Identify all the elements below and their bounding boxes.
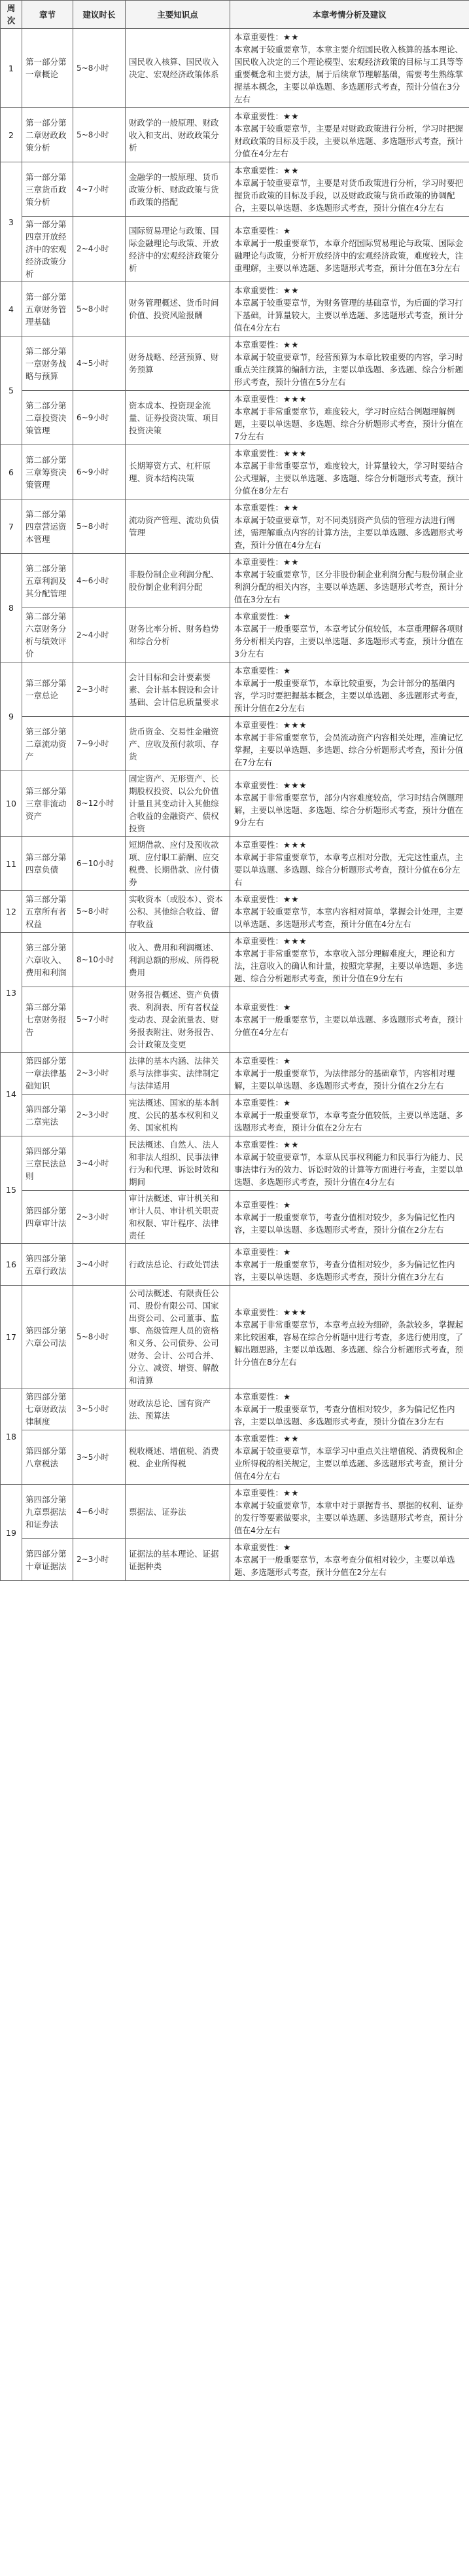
chapter-cell: 第四部分第七章财政法律制度 xyxy=(22,1388,73,1430)
importance-label: 本章重要性： xyxy=(234,840,284,850)
header-key-points: 主要知识点 xyxy=(126,1,230,29)
analysis-cell xyxy=(230,1053,469,1095)
importance-line xyxy=(234,225,465,237)
chapter-cell: 第二部分第六章财务分析与绩效评价 xyxy=(22,608,73,662)
duration-cell: 8~10小时 xyxy=(73,933,126,987)
header-row xyxy=(1,1,469,29)
analysis-cell xyxy=(230,1136,469,1191)
importance-line xyxy=(234,1199,465,1211)
key-points-cell: 财务报告概述、资产负债表、利润表、所有者权益变动表、现金流量表、财务报表附注、财务报告、会计政策及变更 xyxy=(126,987,230,1053)
duration-cell: 8~12小时 xyxy=(73,771,126,837)
chapter-cell: 第四部分第二章宪法 xyxy=(22,1095,73,1136)
table-row xyxy=(1,282,469,336)
table-row xyxy=(1,1053,469,1095)
analysis-cell xyxy=(230,217,469,282)
chapter-cell: 第一部分第三章货币政策分析 xyxy=(22,162,73,217)
table-row xyxy=(1,1388,469,1430)
importance-line xyxy=(234,935,465,947)
chapter-cell: 第四部分第一章法律基础知识 xyxy=(22,1053,73,1095)
chapter-cell: 第三部分第五章所有者权益 xyxy=(22,891,73,933)
key-points-cell: 税收概述、增值税、消费税、企业所得税 xyxy=(126,1430,230,1485)
week-cell: 1 xyxy=(1,29,22,108)
duration-cell: 2~3小时 xyxy=(73,1539,126,1581)
table-row xyxy=(1,1430,469,1485)
importance-stars: ★★★ xyxy=(283,936,307,946)
importance-stars: ★ xyxy=(283,1199,292,1210)
importance-stars: ★ xyxy=(283,1002,292,1012)
analysis-text: 本章属于较重要章节，本章学习中重点关注增值税、消费税和企业所得税的相关规定，主要以单选题、多选题形式考查，预计分值在4分左右 xyxy=(234,1446,464,1481)
week-cell: 9 xyxy=(1,662,22,771)
chapter-cell: 第四部分第四章审计法 xyxy=(22,1191,73,1244)
importance-label: 本章重要性： xyxy=(234,1542,284,1552)
importance-stars: ★ xyxy=(283,1542,292,1552)
chapter-cell: 第四部分第三章民法总则 xyxy=(22,1136,73,1191)
table-row xyxy=(1,771,469,837)
importance-label: 本章重要性： xyxy=(234,1002,284,1012)
importance-label: 本章重要性： xyxy=(234,1434,284,1443)
importance-line xyxy=(234,610,465,623)
importance-label: 本章重要性： xyxy=(234,503,284,513)
importance-label: 本章重要性： xyxy=(234,780,284,790)
analysis-cell xyxy=(230,1388,469,1430)
chapter-cell: 第四部分第八章税法 xyxy=(22,1430,73,1485)
importance-stars: ★★ xyxy=(283,285,300,295)
key-points-cell: 法律的基本内涵、法律关系与法律事实、法律制定与法律适用 xyxy=(126,1053,230,1095)
importance-stars: ★★ xyxy=(283,340,300,350)
analysis-cell xyxy=(230,608,469,662)
chapter-cell: 第四部分第十章证据法 xyxy=(22,1539,73,1581)
chapter-cell: 第一部分第五章财务管理基础 xyxy=(22,282,73,336)
importance-label: 本章重要性： xyxy=(234,166,284,175)
table-row xyxy=(1,1191,469,1244)
key-points-cell: 行政法总论、行政处罚法 xyxy=(126,1244,230,1286)
importance-line xyxy=(234,447,465,460)
chapter-cell: 第三部分第六章收入、费用和利润 xyxy=(22,933,73,987)
table-row xyxy=(1,217,469,282)
importance-label: 本章重要性： xyxy=(234,1392,284,1402)
analysis-text: 本章属于较重要章节，本章从民事权利能力和民事行为能力、民事法律行为的效力、诉讼时效的计算等方面进行考查，主要以单选题、多选题形式考查，预计分值在4分左右 xyxy=(234,1152,464,1187)
analysis-cell xyxy=(230,1539,469,1581)
key-points-cell: 财务战略、经营预算、财务预算 xyxy=(126,336,230,391)
importance-label: 本章重要性： xyxy=(234,666,284,676)
importance-label: 本章重要性： xyxy=(234,557,284,567)
chapter-cell: 第二部分第一章财务战略与预算 xyxy=(22,336,73,391)
chapter-cell: 第三部分第一章总论 xyxy=(22,662,73,717)
chapter-cell: 第三部分第七章财务报告 xyxy=(22,987,73,1053)
importance-line xyxy=(234,393,465,405)
analysis-text: 本章属于较重要章节，对不同类别资产负债的管理方法进行阐述，需理解重点内容的计算方法，主要以单选题、多选题形式考查，预计分值在4分左右 xyxy=(234,515,464,550)
week-cell: 15 xyxy=(1,1136,22,1244)
table-row xyxy=(1,717,469,771)
chapter-cell: 第四部分第六章公司法 xyxy=(22,1286,73,1388)
key-points-cell: 会计目标和会计要素要素、会计基本假设和会计基础、会计信息质量要求 xyxy=(126,662,230,717)
importance-stars: ★ xyxy=(283,1098,292,1108)
week-cell: 8 xyxy=(1,554,22,662)
importance-stars: ★ xyxy=(283,611,292,621)
analysis-text: 本章属于一般重要章节，本章考查分值相对较少，主要以单选题、多选题形式考查，预计分值在2分左右 xyxy=(234,1555,455,1577)
importance-line xyxy=(234,1138,465,1151)
duration-cell: 5~8小时 xyxy=(73,891,126,933)
importance-line xyxy=(234,1097,465,1109)
key-points-cell: 资本成本、投资现金流量、证券投资决策、项目投资决策 xyxy=(126,391,230,445)
key-points-cell: 实收资本（或股本）、资本公积、其他综合收益、留存收益 xyxy=(126,891,230,933)
importance-line xyxy=(234,284,465,297)
analysis-cell xyxy=(230,29,469,108)
table-row xyxy=(1,445,469,499)
key-points-cell: 收入、费用和利润概述、利润总额的形成、所得税费用 xyxy=(126,933,230,987)
table-body xyxy=(1,29,469,1581)
chapter-cell: 第二部分第二章投资决策管理 xyxy=(22,391,73,445)
importance-line xyxy=(234,1306,465,1318)
importance-label: 本章重要性： xyxy=(234,936,284,946)
importance-stars: ★ xyxy=(283,1392,292,1402)
duration-cell: 2~3小时 xyxy=(73,1191,126,1244)
duration-cell: 5~7小时 xyxy=(73,987,126,1053)
analysis-cell xyxy=(230,391,469,445)
importance-label: 本章重要性： xyxy=(234,340,284,350)
week-cell: 3 xyxy=(1,162,22,282)
duration-cell: 7~9小时 xyxy=(73,717,126,771)
week-cell: 13 xyxy=(1,933,22,1053)
analysis-cell xyxy=(230,282,469,336)
analysis-text: 本章属于非常重要章节，本章考点较为细碎，条款较多，掌握起来比较困难，容易在综合分析题中进行考查，多选行使用度，了解出题思路，主要以单选题、多选题、综合分析题形式考查，预计分值在8分左右 xyxy=(234,1319,464,1367)
analysis-text: 本章属于一般重要章节，主要以单选题、多选题形式考查，预计分值在4分左右 xyxy=(234,1015,464,1037)
analysis-text: 本章属于一般重要章节，本章考试分值较低，本章重理解各项财务分析相关内容，主要以单选题、多选题形式考查，预计分值在3分左右 xyxy=(234,624,464,659)
analysis-text: 本章属于较重要章节，本章中对于票据背书、票据的权利、证券的发行等要素做要求，主要以单选题、多选题形式考查，预计分值在4分左右 xyxy=(234,1500,464,1535)
analysis-text: 本章属于较重要章节，经营预算为本章比较重要的内容，学习时重点关注预算的编制方法，主要以单选题、多选题、综合分析题形式考查，预计分值在5分左右 xyxy=(234,352,464,387)
importance-label: 本章重要性： xyxy=(234,720,284,730)
analysis-cell xyxy=(230,162,469,217)
analysis-text: 本章属于一般重要章节，本章介绍国际贸易理论与政策、国际金融理论与政策，分析开放经济中的宏观经济政策，难度较大，注重理解，主要以单选题、多选题形式考查，预计分值在3分左右 xyxy=(234,238,464,273)
importance-stars: ★ xyxy=(283,225,292,236)
table-row xyxy=(1,108,469,162)
chapter-cell: 第二部分第三章筹资决策管理 xyxy=(22,445,73,499)
duration-cell: 4~6小时 xyxy=(73,1485,126,1539)
analysis-text: 本章属于非常重要章节，部分内容难度较高，学习时结合例题理解，主要以单选题、多选题、综合分析题形式考查，预计分值在9分左右 xyxy=(234,792,464,827)
importance-stars: ★★★ xyxy=(283,1307,307,1317)
importance-label: 本章重要性： xyxy=(234,1140,284,1150)
analysis-cell xyxy=(230,891,469,933)
table-row xyxy=(1,1244,469,1286)
key-points-cell: 金融学的一般原理、货币政策分析、财政政策与货币政策的搭配 xyxy=(126,162,230,217)
key-points-cell: 票据法、证券法 xyxy=(126,1485,230,1539)
duration-cell: 4~5小时 xyxy=(73,336,126,391)
analysis-text: 本章属于非常重要章节，难度较大，学习时应结合例题理解例题，主要以单选题、多选题、综合分析题形式考查，预计分值在7分左右 xyxy=(234,407,464,441)
table-row xyxy=(1,1136,469,1191)
analysis-cell xyxy=(230,336,469,391)
table-row xyxy=(1,608,469,662)
importance-line xyxy=(234,1541,465,1553)
importance-line xyxy=(234,1055,465,1067)
week-cell: 6 xyxy=(1,445,22,499)
key-points-cell: 民法概述、自然人、法人和非法人组织、民事法律行为和代理、诉讼时效和期间 xyxy=(126,1136,230,1191)
importance-stars: ★★★ xyxy=(283,720,307,730)
importance-label: 本章重要性： xyxy=(234,1247,284,1257)
importance-label: 本章重要性： xyxy=(234,448,284,458)
importance-label: 本章重要性： xyxy=(234,394,284,404)
duration-cell: 6~9小时 xyxy=(73,445,126,499)
analysis-text: 本章属于较重要章节，本章内容相对简单，掌握会计处理，主要以单选题、多选题形式考查，预计分值在4分左右 xyxy=(234,907,464,929)
importance-stars: ★★ xyxy=(283,111,300,121)
analysis-text: 本章属于较重要章节，为财务管理的基础章节，为后面的学习打下基础，计算量较大，主要以单选题、多选题形式考查，预计分值在4分左右 xyxy=(234,298,464,333)
importance-label: 本章重要性： xyxy=(234,32,284,42)
analysis-cell xyxy=(230,771,469,837)
chapter-cell: 第四部分第五章行政法 xyxy=(22,1244,73,1286)
importance-stars: ★★ xyxy=(283,557,300,567)
week-cell: 14 xyxy=(1,1053,22,1136)
week-cell: 5 xyxy=(1,336,22,445)
analysis-cell xyxy=(230,1286,469,1388)
importance-stars: ★★ xyxy=(283,1434,300,1443)
importance-label: 本章重要性： xyxy=(234,1098,284,1108)
importance-label: 本章重要性： xyxy=(234,1199,284,1210)
duration-cell: 2~4小时 xyxy=(73,608,126,662)
duration-cell: 3~4小时 xyxy=(73,1136,126,1191)
chapter-cell: 第三部分第四章负债 xyxy=(22,837,73,891)
chapter-cell: 第三部分第三章非流动资产 xyxy=(22,771,73,837)
importance-line xyxy=(234,893,465,905)
importance-stars: ★★ xyxy=(283,894,300,904)
key-points-cell: 宪法概述、国家的基本制度、公民的基本权利和义务、国家机构 xyxy=(126,1095,230,1136)
key-points-cell: 国民收入核算、国民收入决定、宏观经济政策体系 xyxy=(126,29,230,108)
duration-cell: 3~5小时 xyxy=(73,1430,126,1485)
analysis-cell xyxy=(230,837,469,891)
importance-label: 本章重要性： xyxy=(234,611,284,621)
importance-stars: ★ xyxy=(283,1056,292,1066)
key-points-cell: 短期借款、应付及预收款项、应付职工薪酬、应交税费、长期借款、应付债券 xyxy=(126,837,230,891)
key-points-cell: 货币资金、交易性金融资产、应收及预付款项、存货 xyxy=(126,717,230,771)
analysis-cell xyxy=(230,1430,469,1485)
importance-line xyxy=(234,501,465,514)
importance-stars: ★★★ xyxy=(283,448,307,458)
table-row xyxy=(1,391,469,445)
analysis-cell xyxy=(230,933,469,987)
key-points-cell: 长期筹资方式、杠杆原理、资本结构决策 xyxy=(126,445,230,499)
analysis-cell xyxy=(230,108,469,162)
importance-line xyxy=(234,1432,465,1445)
analysis-text: 本章属于较重要章节，主要是对财政政策进行分析，学习时把握财政政策的目标及手段，主要以单选题、多选题形式考查，预计分值在4分左右 xyxy=(234,124,464,158)
importance-line xyxy=(234,1390,465,1403)
importance-line xyxy=(234,1487,465,1499)
importance-label: 本章重要性： xyxy=(234,894,284,904)
importance-line xyxy=(234,110,465,122)
importance-line xyxy=(234,164,465,177)
importance-line xyxy=(234,31,465,43)
importance-stars: ★★★ xyxy=(283,840,307,850)
importance-line xyxy=(234,1246,465,1258)
importance-line xyxy=(234,779,465,791)
analysis-text: 本章属于一般重要章节，本章考查分值较低，主要以单选题、多选题形式考查，预计分值在2分左右 xyxy=(234,1110,464,1133)
key-points-cell: 财政学的一般原理、财政收入和支出、财政政策分析 xyxy=(126,108,230,162)
header-week: 周次 xyxy=(1,1,22,29)
duration-cell: 6~9小时 xyxy=(73,391,126,445)
week-cell: 4 xyxy=(1,282,22,336)
header-duration: 建议时长 xyxy=(73,1,126,29)
week-cell: 12 xyxy=(1,891,22,933)
duration-cell: 5~8小时 xyxy=(73,108,126,162)
week-cell: 11 xyxy=(1,837,22,891)
table-row xyxy=(1,162,469,217)
analysis-text: 本章属于非常重要章节，本章考点相对分散，无完这性重点，主要以单选题、多选题、综合分析题形式考查，预计分值在6分左右 xyxy=(234,852,464,887)
analysis-cell xyxy=(230,717,469,771)
key-points-cell: 财政法总论、国有资产法、预算法 xyxy=(126,1388,230,1430)
importance-line xyxy=(234,556,465,568)
table-row xyxy=(1,1286,469,1388)
table-row xyxy=(1,1485,469,1539)
week-cell: 17 xyxy=(1,1286,22,1388)
analysis-text: 本章属于一般重要章节，考查分值相对较少，多为偏记忆性内容，主要以单选题、多选题形式考查，预计分值在2分左右 xyxy=(234,1212,455,1235)
analysis-cell xyxy=(230,554,469,608)
importance-label: 本章重要性： xyxy=(234,225,284,236)
week-cell: 10 xyxy=(1,771,22,837)
importance-stars: ★★ xyxy=(283,166,300,175)
chapter-cell: 第四部分第九章票据法和证券法 xyxy=(22,1485,73,1539)
importance-stars: ★★ xyxy=(283,503,300,513)
duration-cell: 5~8小时 xyxy=(73,282,126,336)
key-points-cell: 财务管理概述、货币时间价值、投资风险报酬 xyxy=(126,282,230,336)
analysis-cell xyxy=(230,445,469,499)
duration-cell: 3~5小时 xyxy=(73,1388,126,1430)
analysis-text: 本章属于非常重要章节，难度较大，计算量较大，学习时要结合公式理解，主要以单选题、多选题、综合分析题形式考查，预计分值在8分左右 xyxy=(234,461,464,496)
duration-cell: 2~3小时 xyxy=(73,1095,126,1136)
importance-label: 本章重要性： xyxy=(234,111,284,121)
analysis-cell xyxy=(230,987,469,1053)
table-row xyxy=(1,987,469,1053)
week-cell: 18 xyxy=(1,1388,22,1485)
importance-line xyxy=(234,664,465,677)
table-row xyxy=(1,1095,469,1136)
table-row xyxy=(1,554,469,608)
importance-stars: ★★★ xyxy=(283,780,307,790)
importance-stars: ★ xyxy=(283,666,292,676)
analysis-text: 本章属于非常重要章节，本章收入部分理解难度大，理论和方法，注意收入的确认和计量，按照完掌握，主要以单选题、多选题、综合分析题形式考查，预计分值在9分左右 xyxy=(234,949,464,983)
chapter-cell: 第一部分第一章概论 xyxy=(22,29,73,108)
table-row xyxy=(1,499,469,554)
duration-cell: 5~8小时 xyxy=(73,29,126,108)
importance-label: 本章重要性： xyxy=(234,1056,284,1066)
duration-cell: 2~3小时 xyxy=(73,1053,126,1095)
duration-cell: 4~6小时 xyxy=(73,554,126,608)
key-points-cell: 非股份制企业利润分配、股份制企业利润分配 xyxy=(126,554,230,608)
week-cell: 7 xyxy=(1,499,22,554)
analysis-text: 本章属于非常重要章节，会员流动资产内容相关处理，准确记忆掌握，主要以单选题、多选题、综合分析题形式考查，预计分值在7分左右 xyxy=(234,733,464,767)
key-points-cell: 证据法的基本理论、证据证据种类 xyxy=(126,1539,230,1581)
table-row xyxy=(1,1539,469,1581)
analysis-cell xyxy=(230,499,469,554)
chapter-cell: 第二部分第五章利润及其分配管理 xyxy=(22,554,73,608)
analysis-text: 本章属于一般重要章节，本章比较重要，为会计部分的基础内容，学习时要把握基本概念，主要以单选题、多选题形式考查，预计分值在2分左右 xyxy=(234,678,464,713)
duration-cell: 3~4小时 xyxy=(73,1244,126,1286)
table-row xyxy=(1,837,469,891)
analysis-text: 本章属于一般重要章节，考查分值相对较少，多为偏记忆性内容，主要以单选题、多选题形式考查，预计分值在3分左右 xyxy=(234,1404,455,1426)
analysis-cell xyxy=(230,1191,469,1244)
importance-line xyxy=(234,839,465,851)
table-row xyxy=(1,662,469,717)
week-cell: 2 xyxy=(1,108,22,162)
importance-stars: ★★ xyxy=(283,1140,300,1150)
analysis-cell xyxy=(230,1485,469,1539)
analysis-text: 本章属于较重要章节，区分非股份制企业利润分配与股份制企业利润分配的相关内容，主要以单选题、多选题形式考查，预计分值在3分左右 xyxy=(234,570,464,604)
importance-stars: ★★★ xyxy=(283,394,307,404)
duration-cell: 2~3小时 xyxy=(73,662,126,717)
importance-stars: ★★ xyxy=(283,1488,300,1498)
analysis-text: 本章属于一般重要章节，考查分值相对较少，多为偏记忆性内容，主要以单选题、多选题形式考查，预计分值在3分左右 xyxy=(234,1260,455,1282)
importance-line xyxy=(234,1001,465,1013)
header-chapter: 章节 xyxy=(22,1,73,29)
week-cell: 19 xyxy=(1,1485,22,1581)
analysis-text: 本章属于较重要章节，本章主要介绍国民收入核算的基本理论、国民收入决定的三个理论模型、宏观经济政策的目标与工具等等重要概念和主要方法，属于后续章节理解基础，需要考生熟练掌握基本概念，主要以单选题、多选题形式考查，预计分值在3分左右 xyxy=(234,45,464,104)
table-row xyxy=(1,29,469,108)
duration-cell: 5~8小时 xyxy=(73,499,126,554)
importance-label: 本章重要性： xyxy=(234,1488,284,1498)
table-row xyxy=(1,336,469,391)
chapter-cell: 第二部分第四章营运资本管理 xyxy=(22,499,73,554)
key-points-cell: 审计法概述、审计机关和审计人员、审计机关职责和权限、审计程序、法律责任 xyxy=(126,1191,230,1244)
key-points-cell: 财务比率分析、财务趋势和综合分析 xyxy=(126,608,230,662)
chapter-cell: 第三部分第二章流动资产 xyxy=(22,717,73,771)
key-points-cell: 流动资产管理、流动负债管理 xyxy=(126,499,230,554)
analysis-cell xyxy=(230,1095,469,1136)
analysis-cell xyxy=(230,662,469,717)
importance-stars: ★ xyxy=(283,1247,292,1257)
chapter-cell: 第一部分第四章开放经济中的宏观经济政策分析 xyxy=(22,217,73,282)
importance-stars: ★★ xyxy=(283,32,300,42)
key-points-cell: 国际贸易理论与政策、国际金融理论与政策、开放经济中的宏观经济政策分析 xyxy=(126,217,230,282)
table-row xyxy=(1,933,469,987)
analysis-text: 本章属于较重要章节，主要是对货币政策进行分析，学习时要把握货币政策的目标及手段，以及财政政策与货币政策的协调配合，主要以单选题、多选题形式考查，预计分值在4分左右 xyxy=(234,178,464,213)
duration-cell: 2~4小时 xyxy=(73,217,126,282)
analysis-cell xyxy=(230,1244,469,1286)
importance-label: 本章重要性： xyxy=(234,285,284,295)
duration-cell: 6~10小时 xyxy=(73,837,126,891)
chapter-cell: 第一部分第二章财政政策分析 xyxy=(22,108,73,162)
table-row xyxy=(1,891,469,933)
week-cell: 16 xyxy=(1,1244,22,1286)
header-analysis: 本章考情分析及建议 xyxy=(230,1,469,29)
analysis-text: 本章属于一般重要章节，为法律部分的基础章节，内容相对理解，主要以单选题、多选题形式考查，预计分值在2分左右 xyxy=(234,1068,455,1091)
key-points-cell: 固定资产、无形资产、长期股权投资、以公允价值计量且其变动计入其他综合收益的金融资产、债权投资 xyxy=(126,771,230,837)
duration-cell: 5~8小时 xyxy=(73,1286,126,1388)
duration-cell: 4~7小时 xyxy=(73,162,126,217)
importance-line xyxy=(234,338,465,351)
key-points-cell: 公司法概述、有限责任公司、股份有限公司、国家出资公司、公司董事、监事、高级管理人员的资格和义务、公司债券、公司财务、会计、公司合并、分立、减资、增资、解散和清算 xyxy=(126,1286,230,1388)
importance-label: 本章重要性： xyxy=(234,1307,284,1317)
importance-line xyxy=(234,719,465,731)
